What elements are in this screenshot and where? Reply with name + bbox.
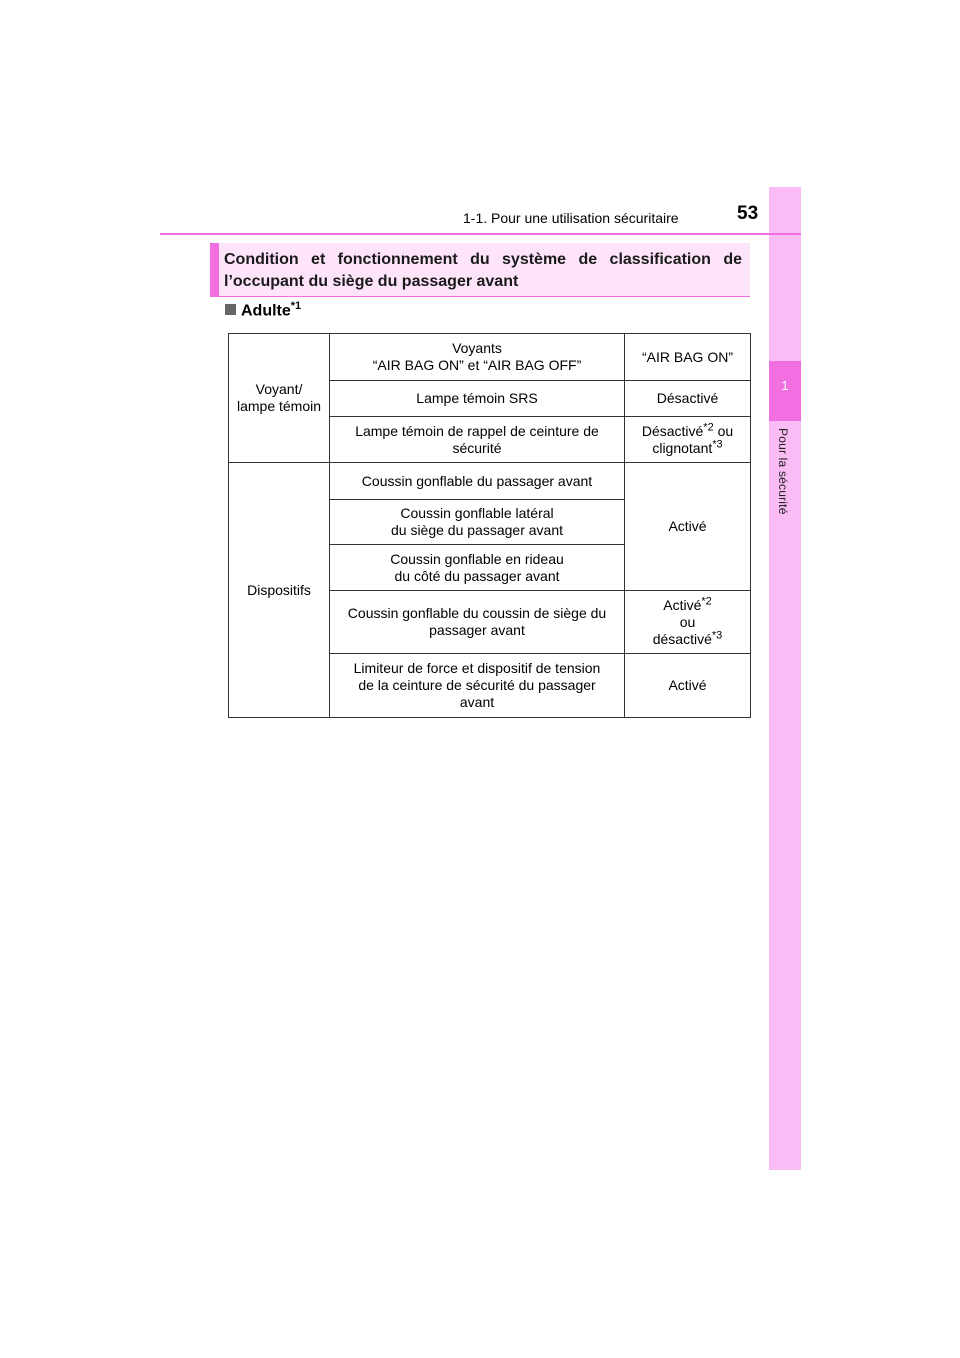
page-number: 53 [737,203,759,224]
row-label: Limiteur de force et dispositif de tension de la ceinture de sécurité du passager avant [330,654,625,718]
section-accent-bar [210,243,219,296]
section-title: Condition et fonctionnement du système de classification de l’occupant du siège du passager avant [224,251,742,290]
footnote-ref: *3 [712,437,723,450]
row-value: Désactivé$^{*2}$ ou clignotant$^{*3}$ [625,417,751,463]
row-value: “AIR BAG ON” [625,334,751,381]
chapter-side-tab [769,187,801,1170]
row-value: Activé [625,654,751,718]
chapter-number: 1 [781,378,789,393]
row-label: Coussin gonflable en rideau du côté du passager avant [330,545,625,591]
row-value: Activé [625,463,751,591]
classification-table [228,333,751,718]
footnote-ref: *2 [703,420,714,433]
header-divider [160,233,801,235]
footnote-ref: *1 [290,300,302,312]
row-label: Coussin gonflable du passager avant [330,463,625,500]
row-value: Activé$^{*2}$ ou désactivé$^{*3}$ [625,591,751,654]
footnote-ref: *3 [711,628,723,641]
row-label: Lampe témoin de rappel de ceinture de sécurité [330,417,625,463]
footnote-ref: *2 [701,594,712,607]
table-row [229,463,751,500]
square-bullet-icon [225,304,236,315]
row-label: Voyants “AIR BAG ON” et “AIR BAG OFF” [330,334,625,381]
chapter-label: Pour la sécurité [776,428,790,515]
row-label: Coussin gonflable du coussin de siège du passager avant [330,591,625,654]
row-label: Coussin gonflable latéral du siège du passager avant [330,500,625,545]
sub-heading-text: Adulte [241,302,291,320]
group-label-devices: Dispositifs [229,463,330,718]
group-label-indicator: Voyant/ lampe témoin [229,334,330,463]
header-section-title: 1-1. Pour une utilisation sécuritaire [463,210,679,226]
section-title-box [210,243,750,297]
row-label: Lampe témoin SRS [330,381,625,417]
sub-heading [225,300,301,320]
row-value: Désactivé [625,381,751,417]
table-row [229,334,751,381]
